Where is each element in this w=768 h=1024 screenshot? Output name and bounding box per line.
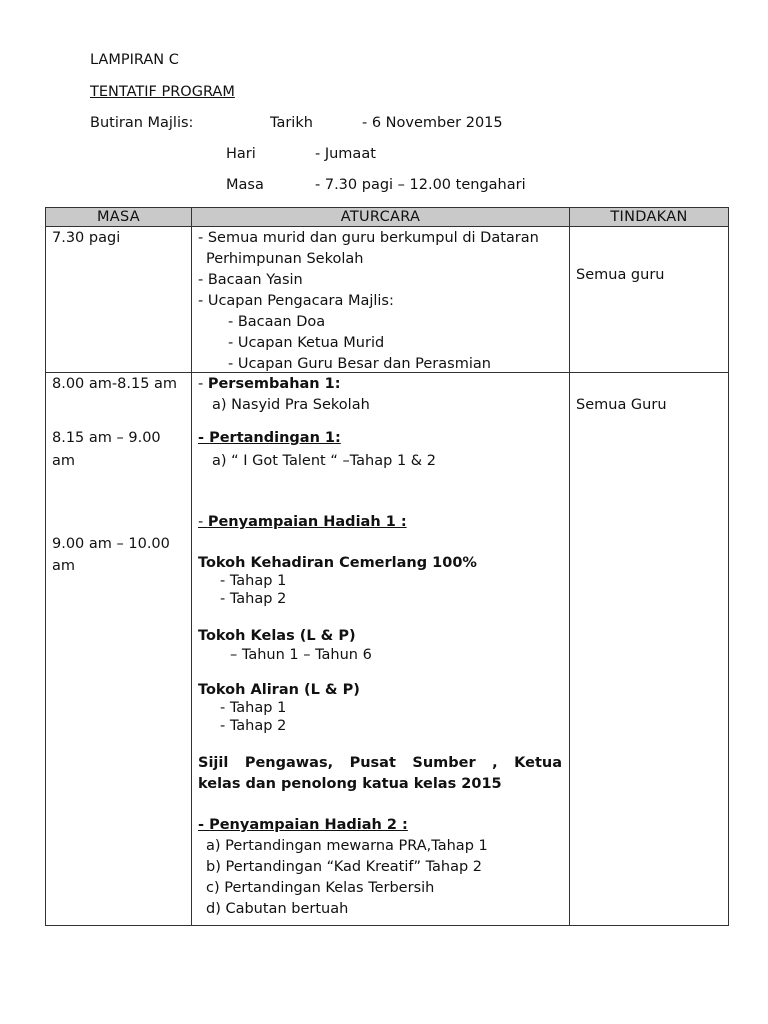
- tarikh-label: Tarikh: [270, 115, 313, 131]
- row2-masa-line: am: [52, 453, 76, 469]
- hari-value: - Jumaat: [315, 146, 376, 162]
- row1-line: - Bacaan Yasin: [198, 272, 303, 288]
- kehadiran-item: - Tahap 1: [220, 573, 287, 589]
- row2-masa-line: 8.15 am – 9.00: [52, 430, 161, 446]
- table-row: [46, 373, 729, 926]
- program-table: [45, 207, 729, 926]
- persembahan-item: a) Nasyid Pra Sekolah: [212, 397, 370, 413]
- row1-line: - Ucapan Pengacara Majlis:: [198, 293, 394, 309]
- row1-line: - Bacaan Doa: [228, 314, 326, 330]
- row1-tindakan-cell: [570, 227, 729, 373]
- butiran-label: Butiran Majlis:: [90, 115, 194, 131]
- aliran-title: Tokoh Aliran (L & P): [198, 682, 360, 698]
- hadiah2-title: Penyampaian Hadiah 2 :: [209, 817, 408, 833]
- kehadiran-title: Tokoh Kehadiran Cemerlang 100%: [198, 555, 477, 571]
- header-tindakan: TINDAKAN: [570, 208, 729, 227]
- row1-masa: 7.30 pagi: [52, 230, 121, 246]
- hadiah2-item: a) Pertandingan mewarna PRA,Tahap 1: [206, 838, 488, 854]
- row2-masa-cell: [46, 373, 192, 926]
- persembahan-dash: -: [198, 376, 208, 392]
- lampiran-label: LAMPIRAN C: [90, 52, 179, 68]
- hadiah1-heading: [198, 513, 407, 531]
- row2-tindakan-cell: [570, 373, 729, 926]
- kehadiran-item: - Tahap 2: [220, 591, 287, 607]
- pertandingan-item: a) “ I Got Talent “ –Tahap 1 & 2: [212, 453, 436, 469]
- row2-masa-line: 9.00 am – 10.00: [52, 536, 170, 552]
- kelas-item: – Tahun 1 – Tahun 6: [230, 647, 372, 663]
- row1-masa-cell: [46, 227, 192, 373]
- sijil-line: kelas dan penolong katua kelas 2015: [198, 776, 502, 792]
- row1-line: Perhimpunan Sekolah: [206, 251, 364, 267]
- sijil-line: Sijil Pengawas, Pusat Sumber , Ketua: [198, 755, 562, 771]
- hadiah2-heading: [198, 816, 408, 834]
- aliran-item: - Tahap 1: [220, 700, 287, 716]
- hadiah1-dash: -: [198, 514, 208, 530]
- table-header-row: [46, 208, 729, 227]
- row1-line: - Semua murid dan guru berkumpul di Dataran: [198, 230, 539, 246]
- hari-label: Hari: [226, 146, 256, 162]
- row2-aturcara-cell: [192, 373, 570, 926]
- row1-tindakan: Semua guru: [576, 267, 665, 283]
- hadiah2-item: b) Pertandingan “Kad Kreatif” Tahap 2: [206, 859, 483, 875]
- masa-value: - 7.30 pagi – 12.00 tengahari: [315, 177, 526, 193]
- header-aturcara: ATURCARA: [192, 208, 570, 227]
- pertandingan-heading: [198, 429, 341, 447]
- hadiah2-item: c) Pertandingan Kelas Terbersih: [206, 880, 435, 896]
- row1-aturcara-cell: [192, 227, 570, 373]
- hadiah2-item: d) Cabutan bertuah: [206, 901, 349, 917]
- persembahan-heading: [198, 375, 341, 393]
- row2-tindakan: Semua Guru: [576, 397, 667, 413]
- header-masa: MASA: [46, 208, 192, 227]
- row1-line: - Ucapan Guru Besar dan Perasmian: [228, 356, 491, 372]
- masa-label: Masa: [226, 177, 264, 193]
- hadiah1-title: Penyampaian Hadiah 1 :: [207, 514, 407, 530]
- aliran-item: - Tahap 2: [220, 718, 287, 734]
- kelas-title: Tokoh Kelas (L & P): [198, 628, 356, 644]
- document-title: TENTATIF PROGRAM: [90, 84, 235, 100]
- table-row: [46, 227, 729, 373]
- hadiah2-dash: -: [198, 817, 210, 833]
- row2-masa-line: 8.00 am-8.15 am: [52, 376, 178, 392]
- row1-line: - Ucapan Ketua Murid: [228, 335, 385, 351]
- row2-masa-line: am: [52, 558, 76, 574]
- persembahan-title: Persembahan 1:: [207, 376, 341, 392]
- pertandingan-title: Pertandingan 1:: [209, 430, 341, 446]
- pertandingan-dash: -: [198, 430, 210, 446]
- tarikh-value: - 6 November 2015: [362, 115, 503, 131]
